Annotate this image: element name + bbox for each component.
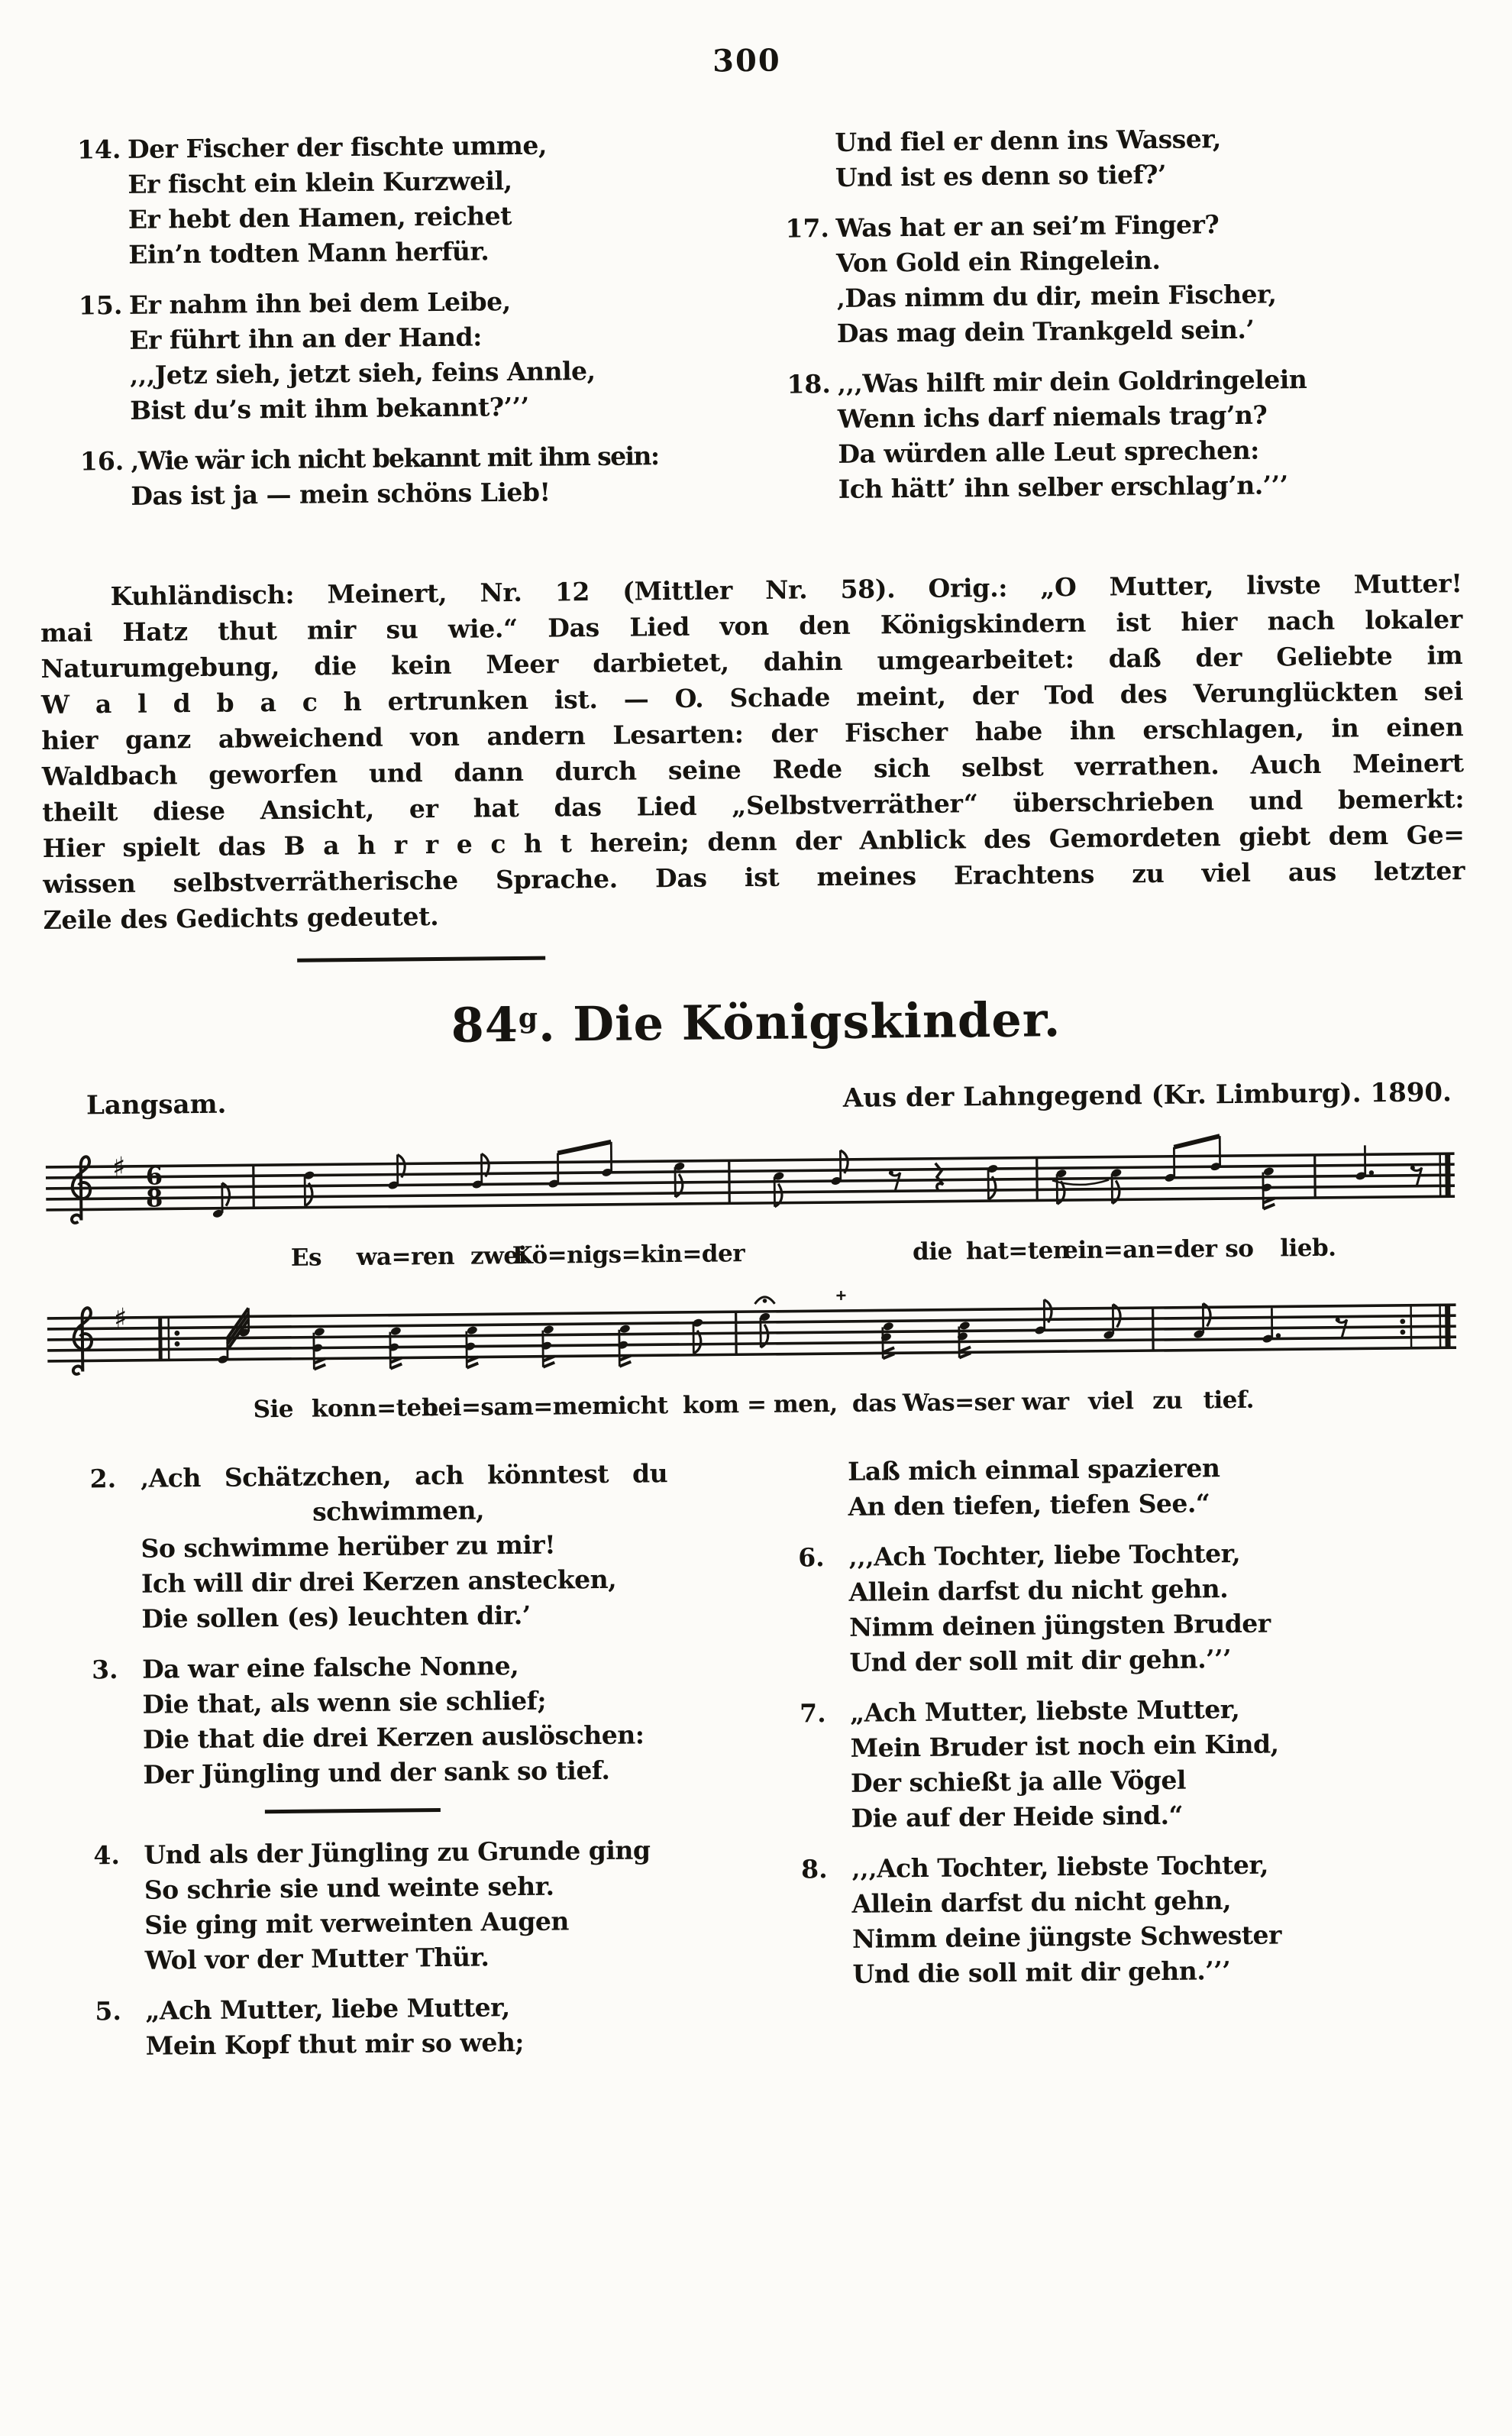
note-head xyxy=(467,1325,479,1335)
verse-line: An den tiefen, tiefen See.“ xyxy=(848,1488,1210,1522)
source-attribution: Aus der Lahngegend (Kr. Limburg). 1890. xyxy=(842,1077,1452,1114)
note-group xyxy=(1110,1168,1123,1204)
stroke xyxy=(1440,1305,1441,1347)
top-verse-section xyxy=(0,119,1507,531)
verse xyxy=(79,282,745,429)
verse-line: Wol vor der Mutter Thür. xyxy=(144,1942,489,1975)
verse-lines xyxy=(835,119,1450,196)
verse-number: 17. xyxy=(785,213,830,244)
verse-line: ‚‚‚Ach Tochter, liebe Tochter, xyxy=(848,1538,1241,1572)
music-header xyxy=(1,1076,1512,1121)
verse-number: 15. xyxy=(78,290,123,321)
note-head xyxy=(619,1324,632,1334)
commentary-line: mai Hatz thut mir su wie.“ Das Lied von den Königskindern ist hier nach lokaler xyxy=(40,604,1463,648)
verse xyxy=(801,1846,1468,1992)
verse-line: ‚‚‚Was hilft mir dein Goldringelein xyxy=(837,364,1307,399)
stroke xyxy=(1037,1157,1038,1200)
lyric-syllable: bei=sam=men xyxy=(422,1392,609,1422)
lyric-syllable: wa=ren xyxy=(356,1242,455,1272)
lyric-syllable: lieb. xyxy=(1280,1234,1336,1263)
verse-lines xyxy=(145,1988,761,2064)
verse-line: Der schießt ja alle Vögel xyxy=(850,1765,1187,1798)
lyric-syllable: die xyxy=(912,1237,952,1267)
lyric-syllable: tief. xyxy=(1203,1386,1255,1415)
barline xyxy=(1037,1157,1038,1200)
verse-lines xyxy=(129,282,745,429)
verse-line: Ein’n todten Mann herfür. xyxy=(128,236,489,270)
barline xyxy=(1315,1155,1316,1198)
verse-lines xyxy=(144,1832,760,1978)
verse-line: Was hat er an sei’m Finger? xyxy=(835,209,1220,243)
verse-number: 16. xyxy=(79,445,124,477)
note-group xyxy=(759,1312,771,1347)
verse-lines xyxy=(837,361,1453,507)
note-head xyxy=(883,1322,895,1331)
barline xyxy=(1153,1308,1154,1351)
note-head xyxy=(1263,1166,1275,1176)
svg-text:8: 8 xyxy=(145,1183,163,1213)
commentary-line: wissen selbstverrätherische Sprache. Das ist meines Erachtens zu viel aus letzter xyxy=(43,856,1465,899)
verse-line: Der Jüngling und der sank so tief. xyxy=(143,1755,610,1790)
verse-lines xyxy=(848,1534,1465,1681)
verse-number xyxy=(797,1454,848,1525)
barline xyxy=(729,1160,730,1203)
verse-line: Da war eine falsche Nonne, xyxy=(141,1651,519,1684)
time-signature xyxy=(146,1161,163,1212)
beam xyxy=(619,1362,631,1367)
verse xyxy=(787,361,1453,507)
svg-text:6: 6 xyxy=(145,1161,163,1191)
verse-number: 3. xyxy=(91,1655,118,1685)
rest-glyph xyxy=(935,1163,943,1191)
verse-line: Er führt ihn an der Hand: xyxy=(129,322,483,355)
verse-line: Mein Kopf thut mir so weh; xyxy=(145,2027,525,2061)
note-group xyxy=(692,1318,704,1354)
song-number: 84 xyxy=(451,996,519,1053)
stroke xyxy=(160,1318,161,1360)
verse-line: So schrie sie und weinte sehr. xyxy=(144,1871,554,1905)
commentary-line: theilt diese Ansicht, er hat das Lied „Selbstverräther“ überschrieben und bemerkt: xyxy=(42,784,1465,827)
note-group xyxy=(548,1142,613,1189)
verse-line: Und die soll mit dir gehn.’’’ xyxy=(852,1956,1231,1989)
stanza-divider-rule xyxy=(265,1808,441,1813)
verse xyxy=(89,1455,757,1637)
verse-lines xyxy=(140,1455,757,1637)
verse-lines xyxy=(850,1690,1466,1836)
stroke xyxy=(1411,1305,1412,1348)
lyric-syllable: Es xyxy=(290,1244,322,1272)
stroke xyxy=(1440,1153,1441,1196)
verse-number: 6. xyxy=(798,1542,825,1573)
verse-line: Ich hätt’ ihn selber erschlag’n.’’’ xyxy=(838,470,1288,504)
commentary-line: Waldbach geworfen und dann durch seine Rede sich selbst verrathen. Auch Meinert xyxy=(41,748,1464,791)
lyric-syllable: war xyxy=(1021,1388,1069,1416)
lyric-syllable: zwei xyxy=(470,1241,527,1270)
stroke xyxy=(1448,1305,1449,1347)
lyric-syllable: das xyxy=(851,1389,897,1418)
verse-number: 18. xyxy=(787,369,832,400)
note-group xyxy=(674,1161,686,1197)
lyric-syllable: men, xyxy=(773,1389,838,1419)
verse-line: Die that die drei Kerzen auslöschen: xyxy=(142,1719,645,1755)
song-title xyxy=(0,987,1512,1057)
verse-line: „Ach Mutter, liebste Mutter, xyxy=(849,1694,1240,1728)
page-number: 300 xyxy=(712,42,781,79)
beam xyxy=(557,1142,611,1153)
stroke xyxy=(736,1312,737,1354)
note-group xyxy=(1193,1303,1211,1339)
commentary-line: Hier spielt das B a h r r e c h t herein; denn der Anblick des Gemordeten giebt dem Ge= xyxy=(42,820,1465,863)
sharp-icon xyxy=(112,1152,126,1183)
commentary-line: Zeile des Gedichts gedeutet. xyxy=(43,901,439,935)
note-head xyxy=(543,1325,555,1334)
verse-line: Wenn ichs darf niemals trag’n? xyxy=(837,400,1268,434)
verse xyxy=(797,1448,1463,1525)
lyric-syllable: so xyxy=(1225,1234,1254,1263)
verse-line: ‚‚‚Jetz sieh, jetzt sieh, feins Annle, xyxy=(129,355,596,390)
verse-number: 7. xyxy=(799,1698,826,1729)
beam xyxy=(543,1363,554,1367)
verse-line: So schwimme herüber zu mir! xyxy=(141,1529,556,1564)
note-group xyxy=(1103,1304,1121,1340)
lyric-syllable: Sie xyxy=(253,1395,294,1424)
tempo-marking: Langsam. xyxy=(86,1089,227,1121)
verse-line: Das mag dein Trankgeld sein.’ xyxy=(836,314,1255,348)
commentary-line: W a l d b a c h ertrunken ist. — O. Schade meint, der Tod des Verunglückten sei xyxy=(40,676,1464,720)
verse-line: Die auf der Heide sind.“ xyxy=(851,1800,1184,1833)
note-head xyxy=(959,1321,971,1331)
verse-line: schwimmen, xyxy=(312,1495,485,1527)
verse-number: 8. xyxy=(800,1854,828,1884)
section-divider-rule xyxy=(297,956,545,962)
lyric-syllable: kom xyxy=(682,1391,739,1419)
verse-line: Er hebt den Hamen, reichet xyxy=(128,201,512,235)
verse-lines xyxy=(835,205,1452,351)
lyric-syllable: ein=an=der xyxy=(1063,1235,1217,1265)
verse-line: Nimm deinen jüngsten Bruder xyxy=(848,1608,1271,1642)
bottom-verses-right-column xyxy=(797,1448,1468,2072)
note-head xyxy=(390,1326,402,1336)
verse-line: ‚Ach Schätzchen, ach könntest du xyxy=(140,1458,668,1493)
commentary-paragraph xyxy=(40,565,1465,938)
verse-lines xyxy=(851,1846,1468,1992)
verse xyxy=(800,1690,1466,1836)
beam xyxy=(467,1364,478,1368)
verse-line: Allein darfst du nicht gehn. xyxy=(848,1574,1229,1607)
song-title-text: Die Königskinder. xyxy=(572,992,1061,1053)
bottom-verse-section xyxy=(4,1448,1512,2080)
verse xyxy=(93,1832,760,1978)
breath-cross-icon xyxy=(836,1291,845,1300)
commentary-line: hier ganz abweichend von andern Lesarten: der Fischer habe ihn erschlagen, in einen xyxy=(41,712,1464,755)
augmentation-dot xyxy=(1276,1333,1281,1338)
verse-line: Die sollen (es) leuchten dir.’ xyxy=(141,1600,531,1634)
note-group xyxy=(1164,1136,1222,1182)
barline xyxy=(736,1312,737,1354)
verse xyxy=(80,438,746,514)
verse-line: ‚‚‚Ach Tochter, liebste Tochter, xyxy=(851,1849,1269,1884)
note-group xyxy=(212,1183,230,1219)
note-group xyxy=(303,1170,315,1206)
fermata-icon xyxy=(754,1297,774,1304)
verse-number: 5. xyxy=(95,1996,122,2027)
note-group xyxy=(773,1171,785,1207)
verse-line: Da würden alle Leut sprechen: xyxy=(838,435,1260,469)
stroke xyxy=(1448,1153,1449,1196)
verse xyxy=(92,1646,758,1793)
verse-line: ‚Wie wär ich nicht bekannt mit ihm sein: xyxy=(130,441,659,476)
bottom-verses-left-column xyxy=(89,1455,761,2079)
verse xyxy=(95,1988,761,2064)
verse-line: Allein darfst du nicht gehn, xyxy=(851,1885,1232,1919)
lyric-syllable: = xyxy=(746,1390,767,1419)
lyric-syllable: Kö=nigs=kin=der xyxy=(512,1240,745,1270)
stroke xyxy=(729,1160,730,1203)
verse-line: Nimm deine jüngste Schwester xyxy=(851,1920,1282,1954)
stroke xyxy=(1315,1155,1316,1198)
verse-number: 2. xyxy=(89,1464,117,1494)
verse-lines xyxy=(131,438,746,514)
lyric-syllable: viel xyxy=(1087,1387,1134,1415)
verse-line: Er nahm ihn bei dem Leibe, xyxy=(128,286,511,320)
verse xyxy=(785,205,1452,351)
verse xyxy=(77,126,744,273)
verse-lines xyxy=(142,1646,758,1793)
lyric-syllable: konn=ten xyxy=(311,1394,438,1423)
verse-line: Die that, als wenn sie schlief; xyxy=(142,1685,547,1719)
verse-line: Und der soll mit dir gehn.’’’ xyxy=(849,1644,1232,1677)
music-staff-1 xyxy=(45,1123,1455,1280)
augmentation-dot xyxy=(1369,1170,1374,1175)
verse-line: Das ist ja — mein schöns Lieb! xyxy=(131,477,551,511)
verse-line: ‚Das nimm du dir, mein Fischer, xyxy=(836,279,1277,313)
verse-line: „Ach Mutter, liebe Mutter, xyxy=(145,1992,510,2026)
verse-line: Ich will dir drei Kerzen anstecken, xyxy=(141,1564,617,1599)
commentary-line: Kuhländisch: Meinert, Nr. 12 (Mittler Nr. 58). Orig.: „O Mutter, livste Mutter! xyxy=(110,568,1462,612)
verse-line: Bist du’s mit ihm bekannt?’’’ xyxy=(130,391,529,425)
verse-lines xyxy=(848,1448,1463,1525)
note-group xyxy=(1055,1169,1068,1205)
beam xyxy=(390,1364,402,1368)
verse-line: Der Fischer der fischte umme, xyxy=(127,130,548,164)
verse-line: Laß mich einmal spazieren xyxy=(847,1453,1220,1487)
lyric-syllable: zu xyxy=(1152,1386,1183,1415)
song-number-dot: . xyxy=(538,996,557,1053)
lyric-syllable: hat=ten xyxy=(965,1237,1071,1266)
beam xyxy=(1174,1136,1220,1147)
verse-line: Und ist es denn so tief?’ xyxy=(835,159,1167,192)
music-staff-2 xyxy=(47,1274,1457,1432)
note-group xyxy=(987,1163,999,1199)
beam xyxy=(314,1364,325,1369)
verse xyxy=(784,119,1450,196)
top-verses-right-column xyxy=(784,119,1453,522)
verse xyxy=(798,1534,1465,1681)
verse-number xyxy=(784,125,835,196)
svg-text:♯: ♯ xyxy=(113,1302,128,1335)
commentary-line: Naturumgebung, die kein Meer darbietet, dahin umgearbeitet: daß der Geliebte im xyxy=(40,640,1463,684)
lyric-syllable: nicht xyxy=(600,1392,668,1420)
verse-line: Sie ging mit verweinten Augen xyxy=(144,1906,570,1940)
verse-number: 14. xyxy=(76,134,121,165)
verse-number: 4. xyxy=(93,1840,121,1871)
verse-line: Und als der Jüngling zu Grunde ging xyxy=(144,1835,651,1870)
verse-line: Er fischt ein klein Kurzweil, xyxy=(128,166,512,199)
song-number-variant: g xyxy=(518,1001,539,1034)
sharp-icon xyxy=(114,1303,128,1334)
beam xyxy=(1263,1204,1275,1208)
note-head xyxy=(314,1327,326,1337)
verse-lines xyxy=(128,126,744,273)
lyric-syllable: Was=ser xyxy=(902,1388,1014,1418)
verse-line: Und fiel er denn ins Wasser, xyxy=(835,124,1221,157)
top-verses-left-column xyxy=(77,126,746,529)
verse-line: Von Gold ein Ringelein. xyxy=(835,244,1161,278)
stroke xyxy=(169,1317,170,1360)
svg-text:♯: ♯ xyxy=(111,1151,126,1184)
verse-line: Mein Bruder ist noch ein Kind, xyxy=(850,1729,1279,1763)
stroke xyxy=(1153,1308,1154,1351)
